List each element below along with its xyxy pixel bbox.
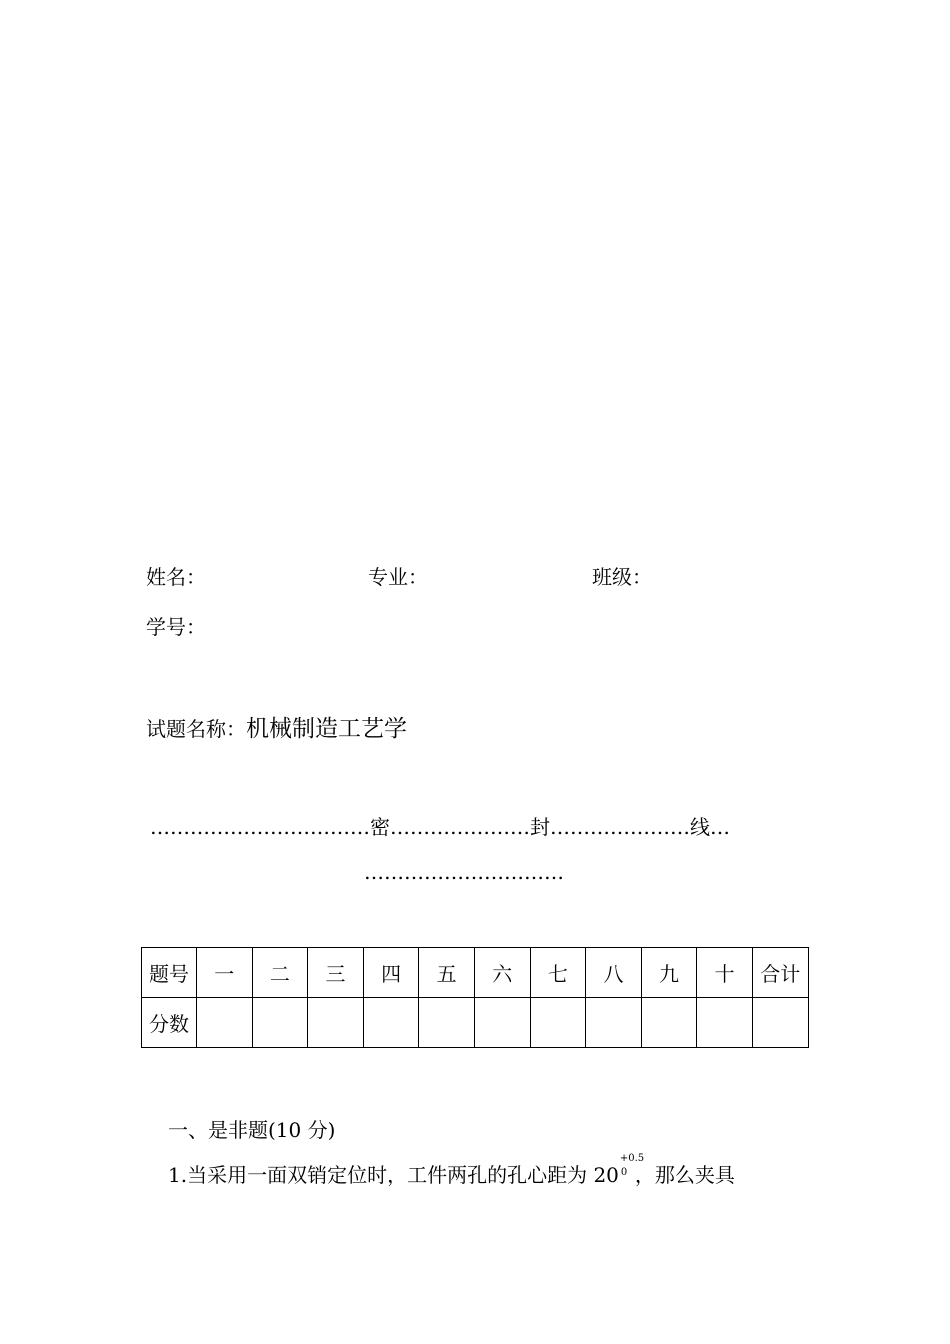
exam-title: [146, 710, 407, 743]
tolerance-lower: 0: [620, 1167, 628, 1178]
score-header-cell: 九: [641, 948, 697, 998]
score-header-cell: 合计: [752, 948, 808, 998]
score-cell[interactable]: [697, 998, 753, 1048]
score-row-label: 分数: [142, 998, 197, 1048]
tolerance-upper: +0.5: [619, 1153, 645, 1164]
score-table-score-row: [142, 998, 809, 1048]
score-cell[interactable]: [197, 998, 253, 1048]
section-heading: 一、是非题(10 分): [168, 1118, 336, 1142]
major-label: 专业：: [368, 565, 428, 589]
score-header-cell: 三: [308, 948, 364, 998]
score-header-cell: 七: [530, 948, 586, 998]
score-header-cell: 八: [586, 948, 642, 998]
score-header-cell: 六: [474, 948, 530, 998]
seal-line-bottom: …………………………: [364, 860, 564, 884]
score-cell[interactable]: [641, 998, 697, 1048]
score-table-header-row: [142, 948, 809, 998]
score-cell[interactable]: [586, 998, 642, 1048]
question-1-text-suffix: ，那么夹具: [634, 1163, 735, 1187]
score-cell[interactable]: [419, 998, 475, 1048]
score-header-cell: 二: [252, 948, 308, 998]
score-cell[interactable]: [308, 998, 364, 1048]
question-1-text: 1.当采用一面双销定位时，工件两孔的孔心距为 20: [168, 1163, 619, 1187]
score-header-cell: 十: [697, 948, 753, 998]
exam-title-label: 试题名称：: [146, 717, 246, 741]
score-header-cell: 题号: [142, 948, 197, 998]
score-cell[interactable]: [363, 998, 419, 1048]
class-label: 班级：: [592, 565, 652, 589]
score-cell[interactable]: [752, 998, 808, 1048]
score-cell[interactable]: [530, 998, 586, 1048]
name-label: 姓名：: [146, 565, 206, 589]
student-id-label: 学号：: [146, 615, 206, 639]
question-1: [168, 1153, 735, 1188]
tolerance: [619, 1153, 645, 1182]
score-header-cell: 五: [419, 948, 475, 998]
score-header-cell: 四: [363, 948, 419, 998]
exam-title-value: 机械制造工艺学: [246, 716, 407, 742]
score-table: [141, 947, 809, 1048]
score-cell[interactable]: [474, 998, 530, 1048]
seal-line-top: ……………………………密…………………封…………………线…: [150, 815, 730, 839]
score-header-cell: 一: [197, 948, 253, 998]
score-cell[interactable]: [252, 998, 308, 1048]
